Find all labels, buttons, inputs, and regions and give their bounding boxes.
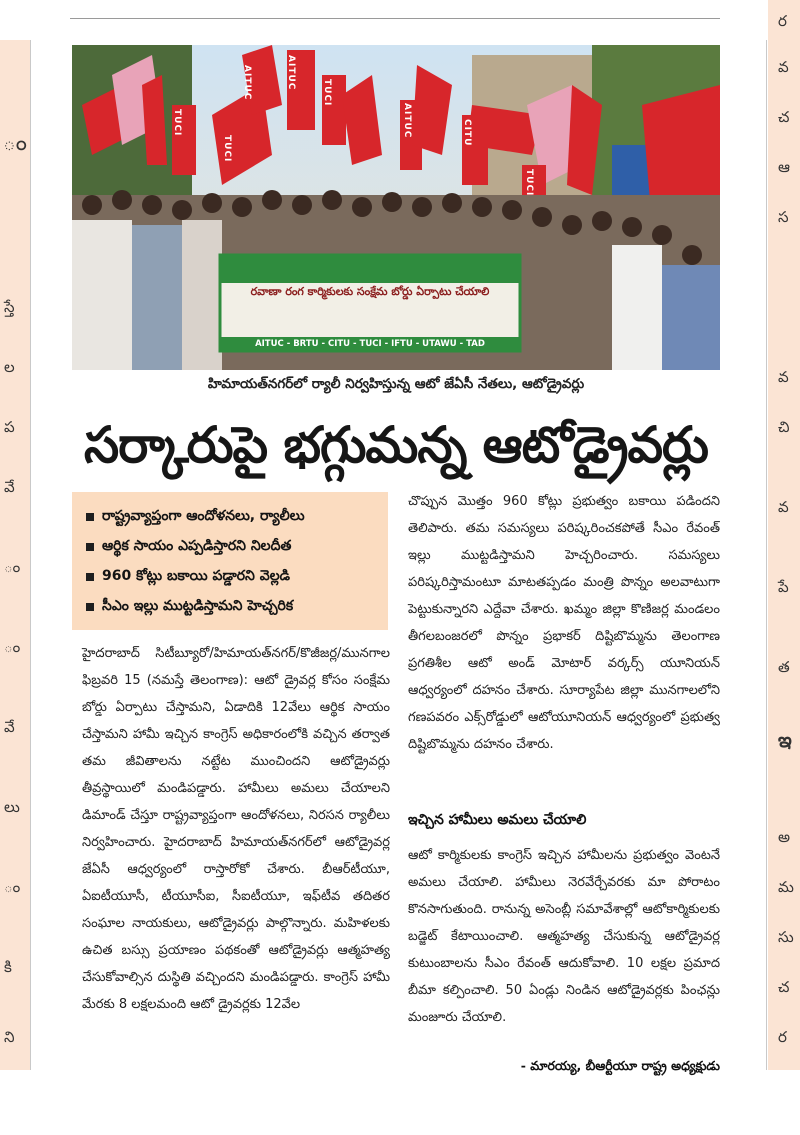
neighbor-column-fragment: ఆ: [778, 158, 790, 176]
article-paragraph: చొప్పున మొత్తం 960 కోట్లు ప్రభుత్వం బకాయి పడిందని తెలిపారు. తమ సమస్యలు పరిష్కరించకపోతే సీఎం రేవంత్ ఇల్లు ముట్టడిస్తామని హెచ్చరించారు. సమస్యలు పరిష్కరిస్తామంటూ మాటతప్పడం మంత్రి పొన్నం అలవాటుగా పెట్టుకున్నారని ఎద్దేవా చేశారు. ఖమ్మం జిల్లా కొణిజర్ల మండలం తీగలబంజరలో పొన్నం ప్రభాకర్ దిష్టిబొమ్మను తెలంగాణ ప్రగతిశీల ఆటో అండ్ మోటార్ వర్కర్స్ యూనియన్ ఆధ్వర్యంలో దహనం చేశారు. సూర్యాపేట జిల్లా మునగాలలోని గణపవరం ఎక్స్‌రోడ్డులో ఆటోయూనియన్ ఆధ్వర్యంలో ప్రభుత్వ దిష్టిబొమ్మను దహనం చేశారు.: [408, 494, 720, 752]
highlight-item: [82, 592, 378, 622]
article-column-1: [82, 640, 390, 1018]
neighbor-column-fragment: మ: [778, 878, 794, 896]
photo-flag-label: TUCI: [222, 135, 232, 163]
article-paragraph: ఆటో కార్మికులకు కాంగ్రెస్ ఇచ్చిన హామీలను ప్రభుత్వం వెంటనే అమలు చేయాలి. హామీలు నెరవేర్చేవరకు మా పోరాటం కొనసాగుతుంది. రానున్న అసెంబ్లీ సమావేశాల్లో ఆటోకార్మికులకు బడ్జెట్ కేటాయించాలి. ఆత్మహత్య చేసుకున్న ఆటోడ్రైవర్ల కుటుంబాలను సీఎం రేవంత్ ఆదుకోవాలి. 10 లక్షల ప్రమాద బీమా కల్పించాలి. 50 ఏండ్లు నిండిన ఆటోడ్రైవర్లకు పింఛన్లు మంజూరు చేయాలి.: [408, 848, 720, 1025]
highlight-item: [82, 562, 378, 592]
neighbor-column-fragment: చి: [778, 418, 790, 436]
neighbor-column-fragment: ం: [3, 131, 27, 156]
article-column-3: [408, 842, 720, 1031]
photo-flag-label: TUCI: [524, 169, 534, 197]
article-column-2: [408, 488, 720, 758]
column-rule-left: [30, 40, 31, 1070]
left-column-strip: [0, 40, 30, 1070]
bullet-square: [86, 573, 94, 581]
neighbor-column-fragment: త: [778, 658, 790, 676]
neighbor-column-fragment: ర: [778, 1028, 787, 1046]
neighbor-column-fragment: స్తే: [4, 298, 15, 316]
neighbor-column-fragment: వ: [778, 58, 789, 76]
photo-banner-organizations: AITUC - BRTU - CITU - TUCI - IFTU - UTAWU - TAD: [255, 339, 485, 349]
top-rule: [70, 18, 720, 19]
neighbor-column-fragment: ం: [4, 878, 21, 896]
photo-flag-label: AITUC: [286, 55, 296, 91]
photo-banner-top: [220, 255, 520, 283]
neighbor-column-fragment: సు: [778, 928, 794, 946]
highlight-item: [82, 532, 378, 562]
neighbor-column-fragment: ం: [4, 638, 21, 656]
photo-flag-label: CITU: [462, 119, 472, 147]
neighbor-column-fragment: పే: [778, 578, 789, 596]
rally-photo: [72, 45, 720, 370]
neighbor-column-fragment: లు: [4, 798, 20, 816]
highlight-text: ఆర్థిక సాయం ఎప్పడిస్తారని నిలదీత: [102, 537, 292, 554]
neighbor-column-fragment: వ: [778, 498, 789, 516]
photo-banner-text: రవాణా రంగ కార్మికులకు సంక్షేమ బోర్డు ఏర్పాటు చేయాలి: [250, 285, 490, 298]
article-paragraph: హైదరాబాద్ సిటీబ్యూరో/హిమాయత్‌నగర్/కొజీజర్ల/మునగాల ఫిబ్రవరి 15 (నమస్తే తెలంగాణ): ఆటో డ్రైవర్ల కోసం సంక్షేమ బోర్డు ఏర్పాటు చేస్తామని, ఏడాదికి 12వేలు ఆర్థిక సాయం చేస్తామని హామీ ఇచ్చిన కాంగ్రెస్ అధికారంలోకి వచ్చిన తర్వాత తమ జీవితాలను నట్టేట ముంచిందని ఆటోడ్రైవర్లు తీవ్రస్థాయిలో మండిపడ్డారు. హామీలు అమలు చేయాలని డిమాండ్ చేస్తూ రాష్ట్రవ్యాప్తంగా ఆందోళనలు, నిరసన ర్యాలీలు నిర్వహించారు. హైదరాబాద్ హిమాయత్‌నగర్‌లో ఆటోడ్రైవర్ల జేఏసీ ఆధ్వర్యంలో రాస్తారోకో చేశారు. బీఆర్‌టీయూ, ఏఐటీయూసీ, టీయూసీఐ, సీఐటీయూ, ఇఫ్‌టీవ తదితర సంఘాల నాయకులు, ఆటోడ్రైవర్లు పాల్గొన్నారు. మహిళలకు ఉచిత బస్సు ప్రయాణం పథకంతో ఆటోడ్రైవర్లు ఆత్మహత్య చేసుకోవాల్సిన దుస్థితి వచ్చిందని మండిపడ్డారు. కాంగ్రెస్ హామీ మేరకు 8 లక్షలమంది ఆటో డ్రైవర్లకు 12వేల: [82, 646, 390, 1012]
neighbor-column-fragment: చ: [778, 978, 790, 996]
neighbor-column-fragment: ఇ: [778, 728, 792, 752]
neighbor-column-fragment: ర: [778, 12, 787, 30]
article-subheading: ఇచ్చిన హామీలు అమలు చేయాలి: [408, 812, 587, 828]
bullet-square: [86, 603, 94, 611]
headline: సర్కారుపై భగ్గుమన్న ఆటోడ్రైవర్లు: [84, 415, 708, 474]
neighbor-column-fragment: వే: [4, 478, 15, 496]
bullet-square: [86, 513, 94, 521]
quote-attribution: - మారయ్య, బీఆర్టీయూ రాష్ట్ర అధ్యక్షుడు: [520, 1058, 720, 1073]
highlight-text: సీఎం ఇల్లు ముట్టడిస్తామని హెచ్చరిక: [102, 597, 294, 614]
neighbor-column-fragment: కి: [4, 958, 12, 976]
bullet-square: [86, 543, 94, 551]
photo-caption: హిమాయత్‌నగర్‌లో ర్యాలీ నిర్వహిస్తున్న ఆటో జేఏసీ నేతలు, ఆటోడ్రైవర్లు: [207, 376, 585, 392]
photo-flag-label: AITUC: [242, 65, 252, 101]
neighbor-column-fragment: వే: [4, 718, 15, 736]
highlight-text: 960 కోట్లు బకాయి పడ్డారని వెల్లడి: [102, 567, 290, 584]
neighbor-column-fragment: ప: [4, 418, 15, 436]
neighbor-column-fragment: స: [778, 208, 789, 226]
neighbor-column-fragment: వ: [778, 368, 789, 386]
neighbor-column-fragment: ల: [4, 358, 15, 376]
photo-flag-label: AITUC: [402, 103, 412, 139]
highlight-text: రాష్ట్రవ్యాప్తంగా ఆందోళనలు, ర్యాలీలు: [102, 507, 305, 524]
highlight-box: [72, 492, 388, 630]
neighbor-column-fragment: చ: [778, 108, 790, 126]
neighbor-column-fragment: ని: [4, 1028, 15, 1046]
neighbor-column-fragment: ం: [4, 558, 21, 576]
neighbor-column-fragment: అ: [778, 828, 791, 846]
photo-flag-label: TUCI: [172, 109, 182, 137]
photo-flag-label: TUCI: [322, 79, 332, 107]
highlight-item: [82, 502, 378, 532]
column-rule-right: [766, 40, 767, 1070]
